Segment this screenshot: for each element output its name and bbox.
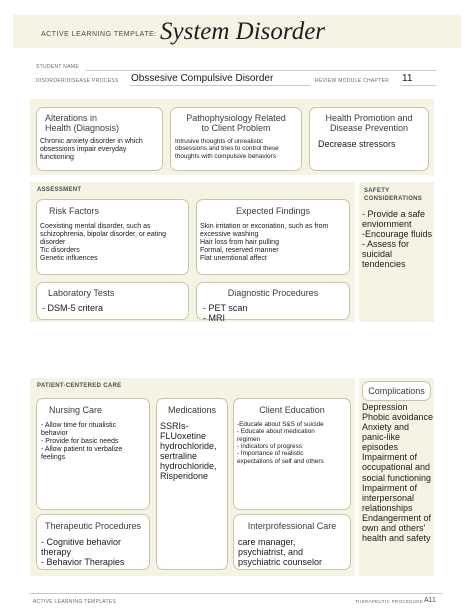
alterations-body: Chronic anxiety disorder in which obsessions impair everyday functioning [40,138,143,162]
client-education-box [233,398,351,510]
alterations-box [36,107,163,171]
client-education-title: Client Education [259,405,325,415]
page-title: System Disorder [160,18,326,45]
expected-findings-box [196,199,350,275]
safety-body: - Provide a safe enviornment -Encourage fluids - Assess for suicidal tendencies [362,209,433,270]
therapeutic-procedures-body: - Cognitive behavior therapy - Behavior Therapies [41,537,125,568]
risk-factors-box [36,199,189,275]
template-label: ACTIVE LEARNING TEMPLATE: [41,31,157,38]
lab-tests-box [36,282,189,320]
expected-findings-title: Expected Findings [235,206,311,216]
health-promotion-title: Health Promotion and Disease Prevention [325,113,413,134]
footer-page-number: A11 [424,597,436,604]
nursing-care-title: Nursing Care [49,405,103,415]
complications-body: Depression Phobic avoidance Anxiety and panic-like episodes Impairment of occupational and social functioning Impairment of interpersonal relationships Endangerment of own and others' health and safety [362,402,434,544]
expected-findings-body: Skin irritation or excoriation, such as from excessive washing Hair loss from hair pulling Formal, reserved manner Flat unemtional affect [200,223,329,263]
diagnostic-procedures-box [196,282,350,324]
interprofessional-care-box [233,514,351,570]
lab-tests-body: - DSM-5 critera [42,303,104,313]
footer-left: ACTIVE LEARNING TEMPLATES [33,599,117,605]
diagnostic-procedures-title: Diagnostic Procedures [227,288,319,298]
complications-panel [359,378,434,576]
disorder-line [130,85,310,86]
alterations-title: Alterations in Health (Diagnosis) [45,113,120,134]
disorder-label: DISORDER/DISEASE PROCESS [36,78,119,84]
medications-box [156,398,228,570]
health-promotion-body: Decrease stressors [318,139,396,149]
medications-body: SSRIs- FLUoxetine hydrochloride, sertraline hydrochloride, Risperidone [160,421,217,482]
client-education-body: -Educate about S&S of suicide - Educate about medication regimen - indicators of progress - Importance of realistic expectations of self and others [237,421,324,465]
pathophysiology-box [170,107,302,171]
lab-tests-title: Laboratory Tests [48,288,115,298]
pathophysiology-title: Pathophysiology Related to Client Problem [186,113,286,134]
footer-line [30,593,442,594]
footer-right-label: THERAPEUTIC PROCEDURE [355,599,424,604]
safety-label: SAFETY CONSIDERATIONS [364,188,423,203]
pathophysiology-body: Intrusive thoughts of unrealistic obsessions and tries to control these thoughts with compulsive behaviors [175,138,279,160]
therapeutic-procedures-box [36,514,150,570]
risk-factors-title: Risk Factors [49,206,100,216]
complications-title-box [362,381,431,401]
interprofessional-care-title: Interprofessional Care [247,521,337,531]
disorder-value[interactable]: Obssesive Compulsive Disorder [131,73,274,84]
header-band [13,15,461,48]
nursing-care-box [36,398,150,510]
student-name-line [86,70,436,71]
therapeutic-procedures-title: Therapeutic Procedures [44,521,142,531]
chapter-label: REVIEW MODULE CHAPTER [315,78,390,84]
assessment-label: ASSESSMENT [37,187,82,193]
medications-title: Medications [167,405,217,415]
patient-care-label: PATIENT-CENTERED CARE [37,383,122,389]
safety-panel [359,182,434,322]
health-promotion-box [309,107,429,171]
diagnostic-procedures-body: - PET scan - MRI [203,303,248,324]
risk-factors-body: Coexisting mental disorder, such as schizophrenia, bipolar disorder, or eating disorder Tic disorders Genetic influences [40,223,167,263]
student-name-label: STUDENT NAME [36,64,79,70]
nursing-care-body: - Allow time for ritualistic behavior - Provide for basic needs - Allow patient to verbalize feelings [41,422,123,462]
interprofessional-care-body: care manager, psychiatrist, and psychiatric counselor [238,537,323,568]
chapter-line [400,85,436,86]
chapter-value[interactable]: 11 [402,73,413,84]
complications-title: Complications [368,386,425,396]
